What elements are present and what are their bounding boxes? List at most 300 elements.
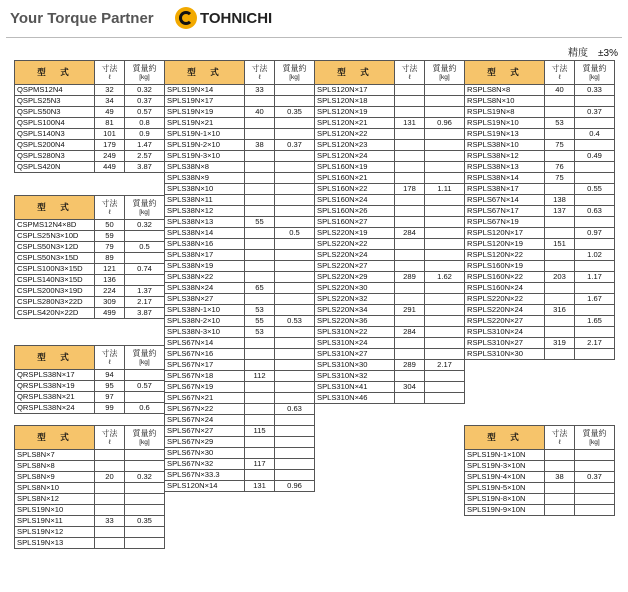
dimension-cell [545,327,575,338]
table-row [15,381,165,392]
model-cell: RSPLS19N×13 [465,129,545,140]
mass-cell: 0.35 [275,107,315,118]
table-row [165,371,315,382]
table-row [315,294,465,305]
mass-cell [425,151,465,162]
mass-cell: 2.17 [425,360,465,371]
mass-cell [425,195,465,206]
mass-cell [425,206,465,217]
dimension-cell [545,494,575,505]
table-row [165,206,315,217]
table-row [15,461,165,472]
dimension-cell: 131 [395,118,425,129]
model-cell: SPLS19N-2×10 [165,140,245,151]
model-cell: RSPLS160N×22 [465,272,545,283]
mass-cell: 0.96 [425,118,465,129]
table-row [315,140,465,151]
mass-cell [275,415,315,426]
table-row [165,239,315,250]
dimension-cell [395,129,425,140]
model-header: 型 式 [15,61,95,85]
mass-cell: 0.6 [125,403,165,414]
dimension-cell: 289 [395,272,425,283]
model-cell: SPLS38N×22 [165,272,245,283]
model-cell: SPLS19N×12 [15,527,95,538]
model-cell: RSPLS220N×27 [465,316,545,327]
dimension-cell [395,250,425,261]
model-cell: SPLS38N×14 [165,228,245,239]
mass-cell [575,140,615,151]
dimension-cell [395,338,425,349]
mass-cell [275,184,315,195]
mass-cell [275,459,315,470]
table-row [465,327,615,338]
dimension-cell [245,437,275,448]
table-header-row [15,196,165,220]
table-row [165,129,315,140]
table-row [165,415,315,426]
mass-cell: 1.65 [575,316,615,327]
dimension-cell [545,151,575,162]
table-row [315,371,465,382]
mass-cell [425,305,465,316]
model-cell: RSPLS120N×22 [465,250,545,261]
table-row [465,184,615,195]
mass-cell: 3.87 [125,162,165,173]
mass-cell: 1.37 [125,286,165,297]
mass-cell: 0.8 [125,118,165,129]
mass-cell: 0.9 [125,129,165,140]
table-row [15,220,165,231]
dimension-cell [395,107,425,118]
table-row [465,96,615,107]
mass-header: 質量約 [kg] [125,196,165,220]
mass-cell [575,195,615,206]
mass-cell [275,327,315,338]
model-cell: CSPLS50N3×15D [15,253,95,264]
mass-cell: 0.32 [125,472,165,483]
model-cell: SPLS220N×34 [315,305,395,316]
dimension-cell [545,283,575,294]
table-row [15,297,165,308]
dimension-header: 寸法 ℓ [95,346,125,370]
mass-cell [275,272,315,283]
mass-cell: 0.96 [275,481,315,492]
model-cell: RSPLS38N×17 [465,184,545,195]
mass-cell [275,294,315,305]
model-header: 型 式 [15,346,95,370]
table-row [465,239,615,250]
table-row [465,195,615,206]
table-row [315,85,465,96]
dimension-cell: 304 [395,382,425,393]
mass-cell [425,250,465,261]
table-spls120 [314,60,465,404]
dimension-cell [245,393,275,404]
table-row [465,261,615,272]
model-cell: SPLS160N×21 [315,173,395,184]
table-row [465,494,615,505]
table-row [465,338,615,349]
table-row [15,286,165,297]
dimension-cell [395,316,425,327]
model-cell: SPLS38N×8 [165,162,245,173]
model-cell: SPLS220N×27 [315,261,395,272]
table-header-row [15,426,165,450]
dimension-cell: 131 [245,481,275,492]
table-row [165,107,315,118]
table-row [465,217,615,228]
model-cell: CSPLS280N3×22D [15,297,95,308]
table-row [165,305,315,316]
dimension-cell [395,85,425,96]
table-row [165,151,315,162]
dimension-cell [395,217,425,228]
table-row [165,184,315,195]
model-cell: QSPLS140N3 [15,129,95,140]
model-cell: SPLS67N×33.3 [165,470,245,481]
dimension-cell [545,505,575,516]
table-row [465,107,615,118]
mass-cell: 0.57 [125,107,165,118]
dimension-cell: 203 [545,272,575,283]
model-cell: SPLS120N×21 [315,118,395,129]
dimension-header: 寸法 ℓ [95,426,125,450]
table-row [15,253,165,264]
dimension-cell: 34 [95,96,125,107]
dimension-cell: 151 [545,239,575,250]
mass-cell: 1.02 [575,250,615,261]
mass-cell [275,470,315,481]
model-cell: CSPLS420N×22D [15,308,95,319]
table-row [315,162,465,173]
mass-cell [425,327,465,338]
mass-cell: 2.17 [575,338,615,349]
dimension-cell [95,494,125,505]
dimension-cell [245,404,275,415]
model-cell: SPLS220N×24 [315,250,395,261]
dimension-cell [545,450,575,461]
dimension-cell: 117 [245,459,275,470]
mass-cell [275,448,315,459]
table-row [165,404,315,415]
dimension-cell [95,483,125,494]
dimension-cell [395,283,425,294]
table-spls19n-multi [464,425,615,516]
dimension-cell: 50 [95,220,125,231]
table-spls8 [14,425,165,549]
dimension-cell: 449 [95,162,125,173]
table-header-row [465,61,615,85]
model-cell: SPLS160N×22 [315,184,395,195]
mass-cell [425,85,465,96]
dimension-cell: 284 [395,327,425,338]
dimension-cell: 55 [245,217,275,228]
mass-cell: 1.67 [575,294,615,305]
table-header-row [465,426,615,450]
dimension-cell [245,173,275,184]
mass-cell [575,239,615,250]
table-row [165,85,315,96]
mass-cell [275,437,315,448]
table-row [315,96,465,107]
mass-cell: 0.35 [125,516,165,527]
dimension-cell [395,239,425,250]
dimension-cell [545,96,575,107]
model-cell: SPLS38N×9 [165,173,245,184]
model-cell: RSPLS38N×12 [465,151,545,162]
model-cell: SPLS8N×9 [15,472,95,483]
model-cell: SPLS38N-2×10 [165,316,245,327]
model-cell: SPLS38N-3×10 [165,327,245,338]
dimension-cell: 53 [245,305,275,316]
mass-cell: 2.17 [125,297,165,308]
model-cell: SPLS220N×30 [315,283,395,294]
model-cell: SPLS8N×12 [15,494,95,505]
table-row [465,349,615,360]
model-cell: SPLS8N×7 [15,450,95,461]
dimension-cell [245,96,275,107]
mass-cell: 1.47 [125,140,165,151]
dimension-cell: 97 [95,392,125,403]
table-header-row [15,346,165,370]
table-row [15,403,165,414]
table-row [315,239,465,250]
model-cell: SPLS19N×13 [15,538,95,549]
table-row [165,448,315,459]
model-cell: CSPLS25N3×10D [15,231,95,242]
dimension-cell: 49 [95,107,125,118]
dimension-cell [395,261,425,272]
mass-cell: 0.5 [125,242,165,253]
table-row [465,206,615,217]
dimension-header: 寸法 ℓ [245,61,275,85]
mass-cell [425,96,465,107]
mass-cell [275,349,315,360]
model-cell: RSPLS38N×13 [465,162,545,173]
mass-cell [425,162,465,173]
table-row [15,107,165,118]
mass-cell [425,129,465,140]
model-cell: SPLS310N×41 [315,382,395,393]
table-row [315,305,465,316]
model-cell: SPLS19N-5×10N [465,483,545,494]
mass-cell [575,173,615,184]
mass-cell [425,294,465,305]
dimension-cell [545,461,575,472]
model-cell: SPLS67N×32 [165,459,245,470]
dimension-cell: 38 [545,472,575,483]
dimension-cell [245,294,275,305]
model-cell: RSPLS67N×14 [465,195,545,206]
dimension-cell: 291 [395,305,425,316]
model-cell: SPLS19N×11 [15,516,95,527]
mass-cell [125,538,165,549]
mass-cell: 0.55 [575,184,615,195]
table-row [165,349,315,360]
model-cell: SPLS220N×32 [315,294,395,305]
model-cell: SPLS120N×18 [315,96,395,107]
table-row [165,426,315,437]
dimension-cell: 65 [245,283,275,294]
table-row [15,96,165,107]
dimension-cell: 20 [95,472,125,483]
model-header: 型 式 [165,61,245,85]
mass-cell: 1.17 [575,272,615,283]
model-cell: QSPLS420N [15,162,95,173]
dimension-cell [545,250,575,261]
model-cell: SPLS38N×19 [165,261,245,272]
table-row [165,327,315,338]
model-cell: RSPLS160N×24 [465,283,545,294]
table-row [315,107,465,118]
dimension-cell [545,228,575,239]
dimension-header: 寸法 ℓ [95,196,125,220]
dimension-cell [245,470,275,481]
dimension-cell [245,162,275,173]
dimension-cell: 38 [245,140,275,151]
model-cell: SPLS67N×18 [165,371,245,382]
dimension-cell: 99 [95,403,125,414]
table-row [165,316,315,327]
mass-cell [425,338,465,349]
table-row [15,370,165,381]
table-row [15,483,165,494]
table-header-row [15,61,165,85]
dimension-cell [95,450,125,461]
table-row [315,195,465,206]
dimension-header: 寸法 ℓ [545,426,575,450]
model-cell: CSPLS200N3×19D [15,286,95,297]
dimension-cell: 75 [545,140,575,151]
dimension-cell [245,382,275,393]
dimension-cell [95,527,125,538]
model-cell: SPLS67N×27 [165,426,245,437]
table-row [465,151,615,162]
model-cell: SPLS38N×12 [165,206,245,217]
model-cell: SPLS8N×10 [15,483,95,494]
dimension-cell [395,371,425,382]
model-cell: CSPLS50N3×12D [15,242,95,253]
table-row [15,527,165,538]
model-cell: CSPLS100N3×15D [15,264,95,275]
dimension-cell [545,184,575,195]
dimension-cell [545,261,575,272]
mass-cell [575,327,615,338]
mass-cell [275,382,315,393]
table-row [465,129,615,140]
dimension-cell: 319 [545,338,575,349]
model-header: 型 式 [465,61,545,85]
dimension-cell [245,239,275,250]
model-cell: RSPLS67N×19 [465,217,545,228]
dimension-cell [395,173,425,184]
model-cell: RSPLS160N×19 [465,261,545,272]
dimension-cell: 138 [545,195,575,206]
dimension-cell: 53 [245,327,275,338]
dimension-cell [545,483,575,494]
mass-cell [425,228,465,239]
table-row [315,206,465,217]
model-cell: SPLS8N×8 [15,461,95,472]
mass-cell [125,392,165,403]
table-row [315,129,465,140]
model-cell: RSPLS8N×8 [465,85,545,96]
mass-cell [425,382,465,393]
brand-name: TOHNICHI [200,10,273,27]
dimension-cell [245,338,275,349]
model-cell: SPLS310N×46 [315,393,395,404]
table-row [165,338,315,349]
dimension-cell [545,294,575,305]
table-row [15,494,165,505]
model-cell: SPLS38N×10 [165,184,245,195]
mass-cell [575,505,615,516]
model-cell: SPLS38N×13 [165,217,245,228]
table-row [165,459,315,470]
table-row [15,275,165,286]
table-row [15,151,165,162]
mass-cell [275,96,315,107]
mass-cell [575,461,615,472]
dimension-cell [395,206,425,217]
dimension-cell: 136 [95,275,125,286]
model-cell: SPLS120N×19 [315,107,395,118]
mass-cell: 0.37 [125,96,165,107]
dimension-cell [395,294,425,305]
table-row [465,316,615,327]
dimension-cell: 94 [95,370,125,381]
table-spls19 [164,60,315,492]
table-header-row [165,61,315,85]
model-cell: QRSPLS38N×24 [15,403,95,414]
mass-cell [575,96,615,107]
table-qrspls [14,345,165,414]
mass-header: 質量約 [kg] [575,426,615,450]
dimension-cell [95,538,125,549]
model-cell: SPLS120N×17 [315,85,395,96]
model-cell: RSPLS310N×27 [465,338,545,349]
table-row [165,195,315,206]
mass-cell [575,118,615,129]
mass-cell: 0.5 [275,228,315,239]
mass-cell: 0.74 [125,264,165,275]
table-row [315,393,465,404]
mass-cell [125,370,165,381]
mass-cell [125,275,165,286]
mass-cell [575,494,615,505]
mass-cell: 0.63 [575,206,615,217]
model-cell: SPLS19N-1×10N [465,450,545,461]
dimension-cell: 76 [545,162,575,173]
table-row [315,327,465,338]
dimension-cell [395,151,425,162]
table-cspm [14,195,165,319]
table-row [165,360,315,371]
mass-cell [575,483,615,494]
dimension-cell: 121 [95,264,125,275]
mass-cell [275,151,315,162]
table-row [315,217,465,228]
table-row [15,231,165,242]
mass-cell [425,393,465,404]
table-row [465,173,615,184]
mass-cell [275,239,315,250]
dimension-cell [245,250,275,261]
mass-cell [425,316,465,327]
table-row [165,96,315,107]
mass-cell: 0.32 [125,220,165,231]
